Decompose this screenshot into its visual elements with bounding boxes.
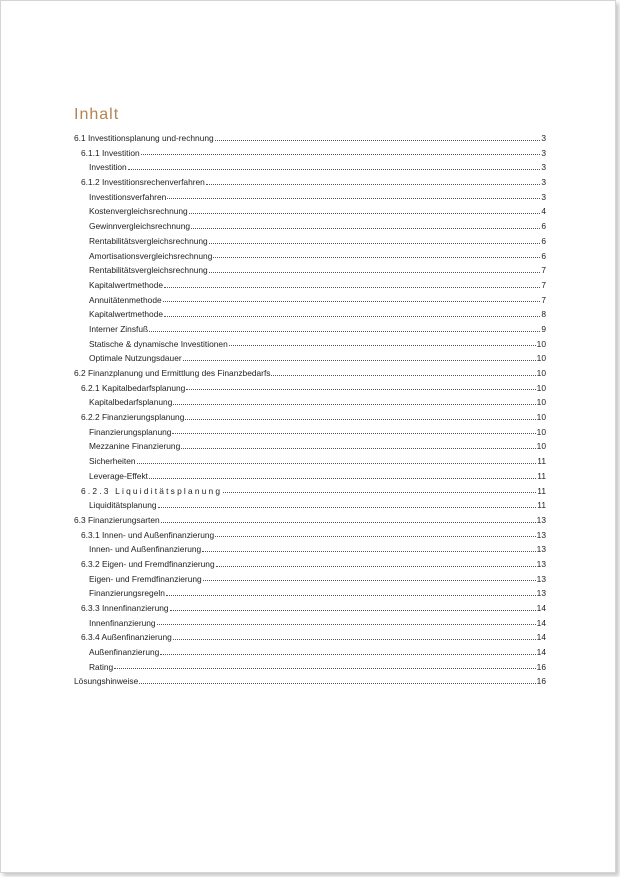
toc-entry[interactable]: [74, 439, 546, 454]
toc-dot-leader: [185, 418, 535, 420]
toc-entry-page-number: 11: [537, 456, 546, 467]
toc-dot-leader: [202, 550, 535, 552]
toc-dot-leader: [163, 300, 541, 302]
toc-entry-label: Finanzierungsplanung: [89, 426, 172, 437]
toc-entry-page-number: 10: [536, 353, 546, 364]
toc-entry[interactable]: [74, 454, 546, 469]
toc-dot-leader: [215, 139, 541, 141]
toc-entry-page-number: 6: [541, 235, 546, 246]
toc-entry-page-number: 13: [536, 514, 546, 525]
toc-entry-page-number: 10: [536, 338, 546, 349]
toc-entry-page-number: 10: [536, 412, 546, 423]
toc-entry-label: Annuitätenmethode: [89, 294, 162, 305]
toc-entry[interactable]: [74, 175, 546, 190]
toc-entry-page-number: 14: [536, 603, 546, 613]
toc-entry[interactable]: [74, 616, 546, 631]
toc-entry-page-number: 6: [541, 250, 546, 261]
toc-entry[interactable]: [74, 410, 546, 425]
toc-entry-label: Kostenvergleichsrechnung: [89, 206, 188, 217]
toc-entry-page-number: 14: [536, 617, 546, 628]
toc-entry-page-number: 13: [536, 573, 546, 584]
toc-dot-leader: [181, 447, 535, 449]
toc-entry-page-number: 4: [541, 206, 546, 217]
toc-entry-page-number: 11: [537, 485, 546, 496]
toc-entry-page-number: 3: [541, 133, 546, 143]
toc-entry-page-number: 11: [537, 500, 546, 511]
toc-dot-leader: [164, 315, 540, 317]
toc-dot-leader: [167, 197, 540, 199]
toc-entry-label: 6.3.3 Innenfinanzierung: [81, 603, 169, 613]
toc-heading: Inhalt: [74, 106, 120, 123]
toc-entry-label: 6.1.1 Investition: [81, 147, 140, 158]
toc-dot-leader: [173, 638, 536, 640]
toc-dot-leader: [166, 594, 536, 596]
toc-entry-label: Rentabilitätsvergleichsrechnung: [89, 265, 208, 276]
toc-entry[interactable]: [74, 586, 546, 601]
toc-entry[interactable]: [74, 572, 546, 587]
toc-entry-page-number: 11: [537, 470, 546, 481]
toc-entry-label: Sicherheiten: [89, 456, 136, 467]
toc-entry-label: Interner Zinsfuß: [89, 323, 149, 334]
toc-entry[interactable]: [74, 660, 546, 675]
toc-entry[interactable]: [74, 307, 546, 322]
toc-dot-leader: [216, 565, 536, 567]
toc-entry-label: Mezzanine Finanzierung: [89, 441, 181, 452]
toc-dot-leader: [209, 242, 541, 244]
toc-entry-label: 6.1.2 Investitionsrechenverfahren: [81, 177, 205, 188]
toc-dot-leader: [209, 271, 541, 273]
toc-entry-page-number: 6: [541, 221, 546, 232]
toc-entry-page-number: 8: [541, 309, 546, 320]
toc-dot-leader: [137, 462, 537, 464]
toc-dot-leader: [173, 403, 535, 405]
toc-entry-label: 6.2.1 Kapitalbedarfsplanung: [81, 382, 186, 393]
toc-entry-page-number: 16: [536, 676, 546, 687]
toc-entry-label: 6.3 Finanzierungsarten: [74, 514, 160, 525]
toc-entry-label: 6.3.1 Innen- und Außenfinanzierung: [81, 529, 215, 540]
toc-entry-page-number: 10: [536, 441, 546, 452]
toc-entry-label: Kapitalbedarfsplanung: [89, 397, 173, 408]
toc-entry[interactable]: [74, 557, 546, 572]
toc-entry-label: Rentabilitätsvergleichsrechnung: [89, 235, 208, 246]
toc-dot-leader: [141, 153, 541, 155]
toc-entry[interactable]: [74, 234, 546, 249]
toc-entry[interactable]: [74, 204, 546, 219]
toc-entry-label: 6.2.3 Liquiditätsplanung: [81, 485, 223, 496]
toc-entry[interactable]: [74, 219, 546, 234]
toc-entry-page-number: 7: [541, 279, 546, 290]
toc-entry-page-number: 13: [536, 529, 546, 540]
toc-entry-label: Außenfinanzierung: [89, 647, 160, 658]
toc-entry[interactable]: [74, 630, 546, 645]
toc-dot-leader: [189, 212, 541, 214]
toc-entry-label: Investitionsverfahren: [89, 191, 167, 202]
toc-entry-label: 6.2.2 Finanzierungsplanung: [81, 412, 185, 423]
toc-dot-leader: [229, 344, 536, 346]
toc-entry-page-number: 9: [541, 323, 546, 334]
toc-entry-page-number: 7: [541, 294, 546, 305]
toc-dot-leader: [160, 653, 535, 655]
toc-entry[interactable]: [74, 249, 546, 264]
toc-entry-label: Kapitalwertmethode: [89, 309, 164, 320]
toc-dot-leader: [161, 521, 536, 523]
toc-dot-leader: [186, 388, 535, 390]
toc-entry[interactable]: [74, 469, 546, 484]
toc-dot-leader: [191, 227, 540, 229]
toc-entry-label: Innen- und Außenfinanzierung: [89, 544, 202, 555]
toc-entry-page-number: 7: [541, 265, 546, 276]
toc-entry[interactable]: [74, 674, 546, 689]
toc-entry[interactable]: [74, 337, 546, 352]
toc-entry-label: Rating: [89, 661, 114, 672]
toc-entry-page-number: 3: [541, 162, 546, 173]
toc-entry[interactable]: [74, 278, 546, 293]
toc-entry-label: Statische & dynamische Investitionen: [89, 338, 228, 349]
toc-entry[interactable]: [74, 645, 546, 660]
toc-entry[interactable]: [74, 160, 546, 175]
toc-entry-label: Leverage-Effekt: [89, 470, 148, 481]
toc-entry[interactable]: [74, 263, 546, 278]
toc-entry-label: Liquiditätsplanung: [89, 500, 157, 511]
toc-entry-label: Eigen- und Fremdfinanzierung: [89, 573, 202, 584]
toc-entry-label: Investition: [89, 162, 127, 173]
toc-dot-leader: [139, 682, 535, 684]
toc-entry[interactable]: [74, 601, 546, 616]
toc-entry-page-number: 14: [536, 647, 546, 658]
toc-entry[interactable]: [74, 381, 546, 396]
toc-dot-leader: [203, 579, 536, 581]
toc-entry-page-number: 14: [536, 632, 546, 643]
toc-entry[interactable]: [74, 322, 546, 337]
toc-entry[interactable]: [74, 542, 546, 557]
toc-entry-label: Lösungshinweise: [74, 676, 139, 687]
toc-dot-leader: [223, 491, 536, 493]
toc-dot-leader: [157, 623, 536, 625]
toc-entry[interactable]: [74, 528, 546, 543]
table-of-contents: [74, 131, 546, 689]
toc-entry-label: Innenfinanzierung: [89, 617, 156, 628]
toc-entry[interactable]: [74, 484, 546, 499]
toc-dot-leader: [149, 477, 536, 479]
toc-dot-leader: [213, 256, 540, 258]
toc-entry-label: Amortisationsvergleichsrechnung: [89, 250, 213, 261]
toc-entry[interactable]: [74, 190, 546, 205]
toc-entry[interactable]: [74, 498, 546, 513]
toc-dot-leader: [183, 359, 536, 361]
toc-entry-page-number: 3: [541, 177, 546, 188]
toc-entry-label: 6.1 Investitionsplanung und-rechnung: [74, 133, 214, 143]
toc-dot-leader: [128, 168, 541, 170]
toc-dot-leader: [172, 432, 535, 434]
toc-entry-page-number: 13: [536, 544, 546, 555]
toc-entry-label: Optimale Nutzungsdauer: [89, 353, 182, 364]
toc-entry[interactable]: [74, 351, 546, 366]
toc-entry-label: Kapitalwertmethode: [89, 279, 164, 290]
toc-entry-page-number: 3: [541, 147, 546, 158]
toc-dot-leader: [149, 330, 540, 332]
toc-entry[interactable]: [74, 146, 546, 161]
toc-entry-page-number: 3: [541, 191, 546, 202]
toc-dot-leader: [164, 286, 540, 288]
toc-dot-leader: [215, 535, 536, 537]
toc-entry-label: 6.3.4 Außenfinanzierung: [81, 632, 172, 643]
toc-entry[interactable]: [74, 131, 546, 146]
toc-entry[interactable]: [74, 425, 546, 440]
toc-entry-label: Finanzierungsregeln: [89, 588, 165, 599]
toc-dot-leader: [158, 506, 537, 508]
toc-entry[interactable]: [74, 293, 546, 308]
toc-entry-page-number: 13: [536, 558, 546, 569]
toc-entry-page-number: 10: [536, 397, 546, 408]
toc-dot-leader: [114, 667, 535, 669]
toc-entry-label: 6.2 Finanzplanung und Ermittlung des Finanzbedarfs: [74, 368, 271, 378]
toc-dot-leader: [170, 609, 536, 611]
toc-entry-page-number: 10: [536, 426, 546, 437]
toc-dot-leader: [271, 374, 535, 376]
toc-entry[interactable]: [74, 366, 546, 381]
toc-entry-page-number: 16: [536, 661, 546, 672]
toc-entry[interactable]: [74, 395, 546, 410]
toc-entry-page-number: 10: [536, 382, 546, 393]
toc-entry-label: Gewinnvergleichsrechnung: [89, 221, 191, 232]
toc-entry[interactable]: [74, 513, 546, 528]
toc-entry-label: 6.3.2 Eigen- und Fremdfinanzierung: [81, 558, 215, 569]
toc-entry-page-number: 10: [536, 368, 546, 378]
toc-entry-page-number: 13: [536, 588, 546, 599]
toc-dot-leader: [206, 183, 540, 185]
